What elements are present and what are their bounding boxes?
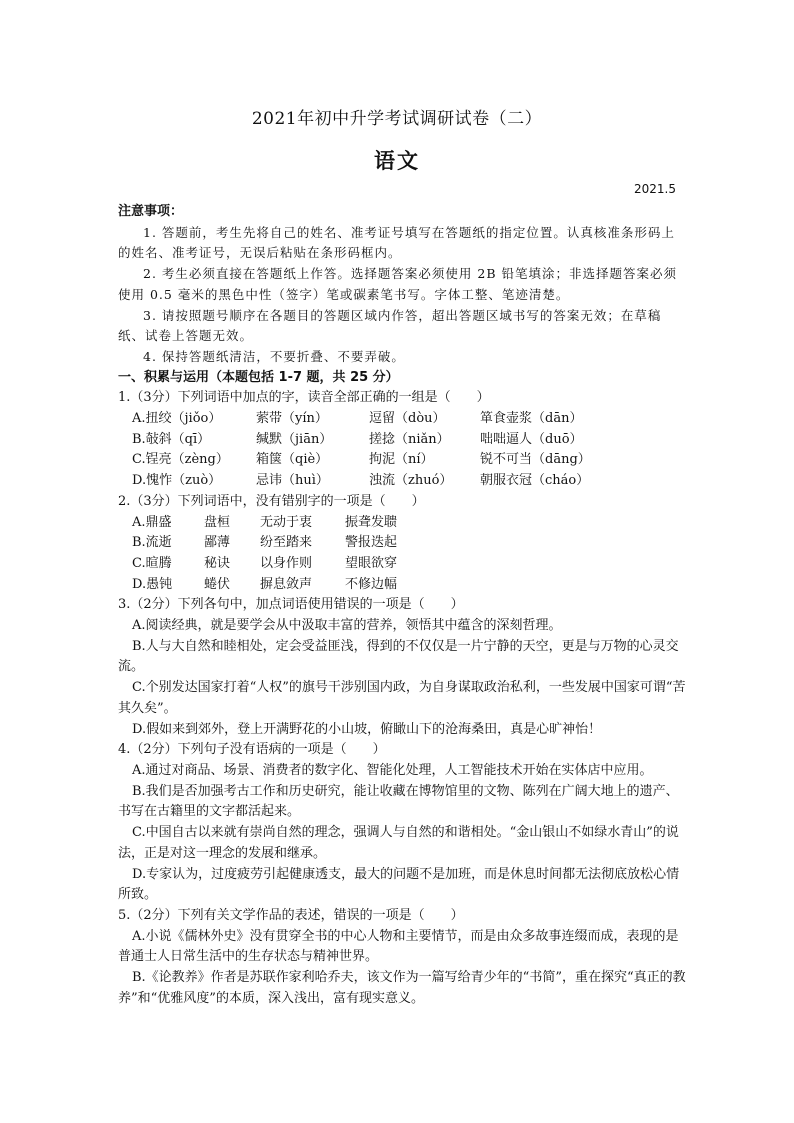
q1-option-row [118,450,688,471]
q1-option: 搓捻（niǎn） [369,431,450,447]
question-3-stem: 3.（2分）下列各句中，加点词语使用错误的一项是（ ） [118,597,464,613]
q3-option: A.阅读经典，就是要学会从中汲取丰富的营养，领悟其中蕴含的深刻哲理。 [132,618,562,634]
section-heading: 一、积累与运用（本题包括 1-7 题，共 25 分） [118,369,399,385]
q2-option: 振聋发聩 [345,514,398,530]
notice-item: 3. 请按照题号顺序在各题目的答题区域内作答，超出答题区域书写的答案无效；在草稿纸、试卷上答题无效。 [118,307,662,344]
q3-option: B.人与大自然和睦相处，定会受益匪浅，得到的不仅仅是一片宁静的天空，更是与万物的心灵交流。 [118,638,679,675]
q3-option: C.个别发达国家打着“人权”的旗号干涉别国内政，为自身谋取政治私利，一些发展中国家可谓“苦其久矣”。 [118,680,686,716]
notice-list [118,223,688,368]
question-5-stem: 5.（2分）下列有关文学作品的表述，错误的一项是（ ） [118,907,464,923]
q2-option-row [118,533,688,554]
q2-option: B.流逝 [132,535,172,551]
q2-option: 蜷伏 [204,576,231,592]
q1-option: 拘泥（ní） [369,452,434,468]
q1-option: 缄默（jiān） [256,431,333,447]
q4-option: C.中国自古以来就有崇尚自然的理念，强调人与自然的和谐相处。“金山银山不如绿水青山”的说法，正是对这一理念的发展和继承。 [118,825,679,861]
q2-option: 盘桓 [204,514,231,530]
q1-option: 萦带（yín） [256,411,328,427]
q1-option: 朝服衣冠（cháo） [480,473,590,489]
q2-option: 无动于衷 [260,514,313,530]
q1-option: D.愧怍（zuò） [132,473,222,489]
q5-option: B.《论教养》作者是苏联作家利哈乔夫，该文作为一篇写给青少年的“书简”，重在探究“真正的教养”和“优雅风度”的本质，深入浅出，富有现实意义。 [118,970,686,1006]
exam-title: 2021年初中升学考试调研试卷（二） [251,109,543,129]
q1-option: A.扭绞（jiǒo） [132,411,222,427]
q2-option: 鄙薄 [204,535,231,551]
question-1-stem: 1.（3分）下列词语中加点的字，读音全部正确的一组是（ ） [118,390,490,406]
q1-option-row [118,430,688,451]
q2-option: 以身作则 [260,555,313,571]
q1-option: 逗留（dòu） [369,411,446,427]
notice-heading: 注意事项： [118,204,184,219]
q3-option: D.假如来到郊外，登上开满野花的小山坡，俯瞰山下的沧海桑田，真是心旷神怡！ [132,721,602,737]
q1-option: 咄咄逼人（duō） [480,431,583,447]
q4-option: B.我们是否加强考古工作和历史研究，能让收藏在博物馆里的文物、陈列在广阔大地上的遗产、书写在古籍里的文字都活起来。 [118,783,679,820]
q1-option: B.敧斜（qī） [132,431,211,447]
q2-option: D.愚钝 [132,576,173,592]
q2-option: 不修边幅 [345,576,398,592]
q1-option: 箪食壶浆（dān） [480,411,583,427]
notice-item: 1. 答题前，考生先将自己的姓名、准考证号填写在答题纸的指定位置。认真核准条形码上的姓名、准考证号，无误后粘贴在条形码框内。 [118,224,675,261]
q2-option: 秘诀 [204,555,231,571]
q2-option: A.鼎盛 [132,514,172,530]
subject-title: 语文 [374,148,420,173]
q2-option: 摒息敛声 [260,576,313,592]
q1-option-row [118,471,688,492]
q1-option: 锐不可当（dāng） [480,452,591,468]
q2-option: 警报迭起 [345,535,398,551]
q2-option-row [118,513,688,534]
exam-date: 2021.5 [634,182,676,196]
notice-item: 4. 保持答题纸清洁，不要折叠、不要弄破。 [143,348,405,364]
q1-option: 忌讳（huì） [256,473,329,489]
q1-option: 箱箧（qiè） [256,452,329,468]
q1-option-row [118,409,688,430]
q5-option: A.小说《儒林外史》没有贯穿全书的中心人物和主要情节，而是由众多故事连缀而成，表现的是普通士人日常生活中的生存状态与精神世界。 [118,928,679,965]
q2-option: C.暄腾 [132,555,172,571]
q2-option: 望眼欲穿 [345,555,398,571]
q2-option: 纷至踏来 [260,535,313,551]
q2-option-row [118,575,688,596]
q1-option: C.锃亮（zèng） [132,452,229,468]
question-2-stem: 2.（3分）下列词语中，没有错别字的一项是（ ） [118,493,425,509]
q1-option: 浊流（zhuó） [369,473,453,489]
q2-option-row [118,554,688,575]
question-4-stem: 4.（2分）下列句子没有语病的一项是（ ） [118,742,386,758]
q4-option: A.通过对商品、场景、消费者的数字化、智能化处理，人工智能技术开始在实体店中应用。 [132,762,653,778]
exam-body [118,202,688,1009]
q4-option: D.专家认为，过度疲劳引起健康透支，最大的问题不是加班，而是休息时间都无法彻底放松心情所致。 [118,866,680,903]
notice-item: 2. 考生必须直接在答题纸上作答。选择题答案必须使用 2B 铅笔填涂；非选择题答案必须使用 0.5 毫米的黑色中性（签字）笔或碳素笔书写。字体工整、笔迹清楚。 [118,266,677,302]
